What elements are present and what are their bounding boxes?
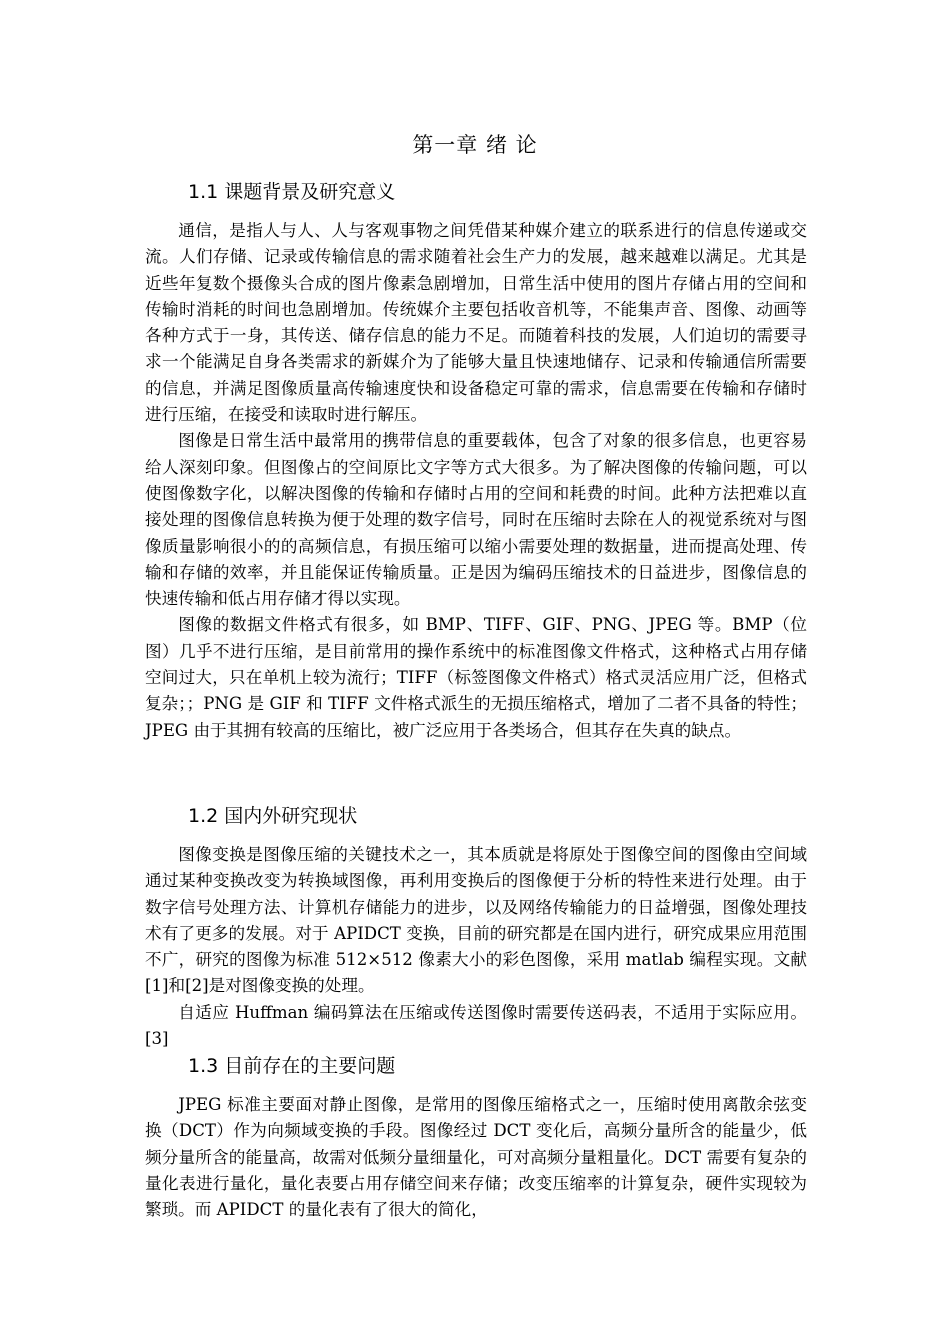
section-heading-1-1: 1.1 课题背景及研究意义 [188, 181, 396, 203]
paragraph: 图像是日常生活中最常用的携带信息的重要载体，包含了对象的很多信息，也更容易给人深刻印象。但图像占的空间原比文字等方式大很多。为了解决图像的传输问题，可以使图像数字化，以解决图像的传输和存储时占用的空间和耗费的时间。此种方法把难以直接处理的图像信息转换为便于处理的数字信号，同时在压缩时去除在人的视觉系统对与图像质量影响很小的的高频信息，有损压缩可以缩小需要处理的数据量，进而提高处理、传输和存储的效率，并且能保证传输质量。正是因为编码压缩技术的日益进步，图像信息的快速传输和低占用存储才得以实现。 [145, 431, 807, 609]
section-body-1-3 [145, 1092, 807, 1223]
paragraph: 通信，是指人与人、人与客观事物之间凭借某种媒介建立的联系进行的信息传递或交流。人们存储、记录或传输信息的需求随着社会生产力的发展，越来越难以满足。尤其是近些年复数个摄像头合成的图片像素急剧增加，日常生活中使用的图片存储占用的空间和传输时消耗的时间也急剧增加。传统媒介主要包括收音机等，不能集声音、图像、动画等各种方式于一身，其传送、储存信息的能力不足。而随着科技的发展，人们迫切的需要寻求一个能满足自身各类需求的新媒介为了能够大量且快速地储存、记录和传输通信所需要的信息，并满足图像质量高传输速度快和设备稳定可靠的需求，信息需要在传输和存储时进行压缩，在接受和读取时进行解压。 [145, 221, 807, 425]
section-heading-1-3: 1.3 目前存在的主要问题 [188, 1055, 396, 1077]
chapter-title: 第一章 绪 论 [412, 133, 538, 157]
section-body-1-2 [145, 842, 807, 1052]
section-heading-1-2: 1.2 国内外研究现状 [188, 805, 358, 827]
paragraph: 图像变换是图像压缩的关键技术之一，其本质就是将原处于图像空间的图像由空间域通过某种变换改变为转换域图像，再利用变换后的图像便于分析的特性来进行处理。由于数字信号处理方法、计算机存储能力的进步，以及网络传输能力的日益增强，图像处理技术有了更多的发展。对于 APIDCT 变换，目前的研究都是在国内进行，研究成果应用范围不广，研究的图像为标准 512×512 像素大小的彩色图像，采用 matlab 编程实现。文献[1]和[2]是对图像变换的处理。 [145, 845, 807, 996]
section-body-1-1 [145, 218, 807, 744]
paragraph: 图像的数据文件格式有很多，如 BMP、TIFF、GIF、PNG、JPEG 等。BMP（位图）几乎不进行压缩，是目前常用的操作系统中的标准图像文件格式，这种格式占用存储空间过大，只在单机上较为流行；TIFF（标签图像文件格式）格式灵活应用广泛，但格式复杂；；PNG 是 GIF 和 TIFF 文件格式派生的无损压缩格式，增加了二者不具备的特性；JPEG 由于其拥有较高的压缩比，被广泛应用于各类场合，但其存在失真的缺点。 [145, 615, 807, 740]
paragraph: JPEG 标准主要面对静止图像，是常用的图像压缩格式之一，压缩时使用离散余弦变换（DCT）作为向频域变换的手段。图像经过 DCT 变化后，高频分量所含的能量少，低频分量所含的能量高，故需对低频分量细量化，可对高频分量粗量化。DCT 需要有复杂的量化表进行量化，量化表要占用存储空间来存储；改变压缩率的计算复杂，硬件实现较为繁琐。而 APIDCT 的量化表有了很大的简化， [145, 1095, 807, 1220]
paragraph: 自适应 Huffman 编码算法在压缩或传送图像时需要传送码表，不适用于实际应用。[3] [145, 1002, 807, 1049]
